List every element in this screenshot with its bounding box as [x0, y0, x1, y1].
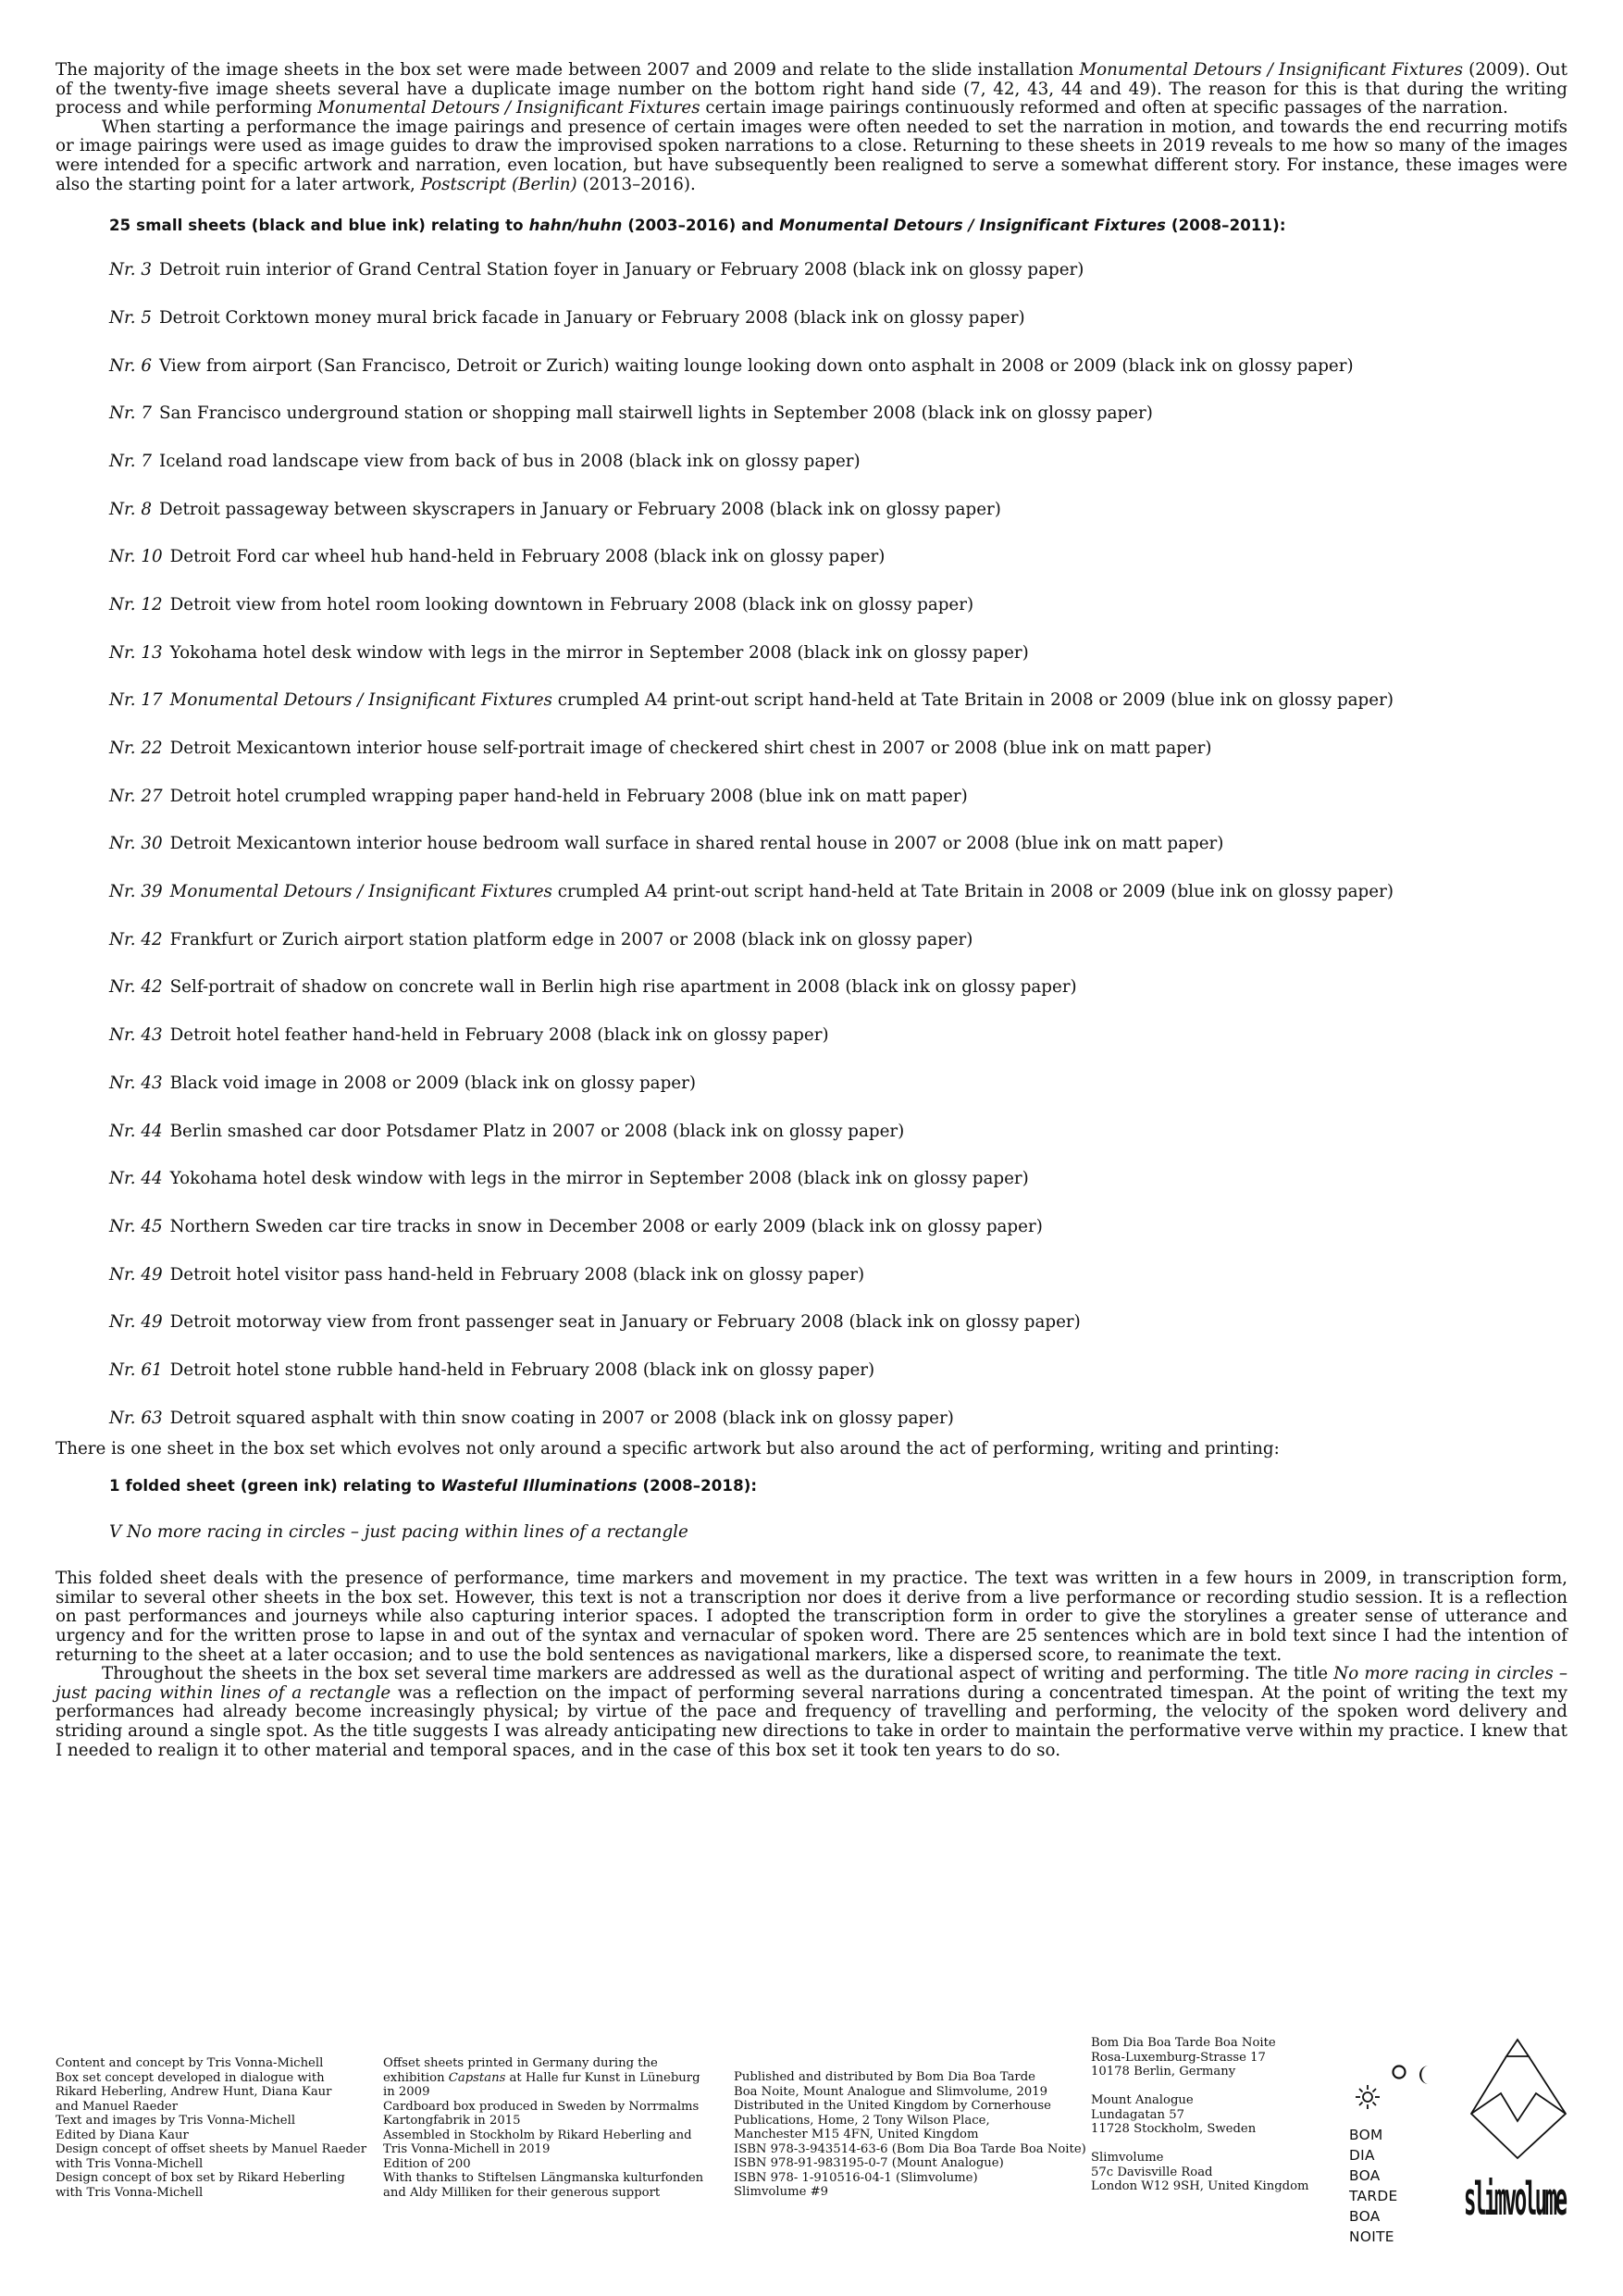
- list-item: Nr. 22 Detroit Mexicantown interior house self-portrait image of checkered shirt chest in 2007 or 2008 (blue ink on matt paper): [109, 738, 1212, 759]
- colophon-line: ISBN 978-3-943514-63-6 (Bom Dia Boa Tarde Boa Noite): [734, 2141, 1086, 2156]
- triangle-mark-icon: [1464, 2036, 1573, 2166]
- colophon-line: exhibition Capstans at Halle fur Kunst in Lüneburg: [383, 2070, 700, 2085]
- intro-paragraph-2: When starting a performance the image pairings and presence of certain images were often needed to set the narration in motion, and towards the end recurring motifs or image pairings were used as image guides to draw the improvised spoken narrations to a close. Returning to these sheets in 2019 reveals to me how so many of the images were intended for a specific artwork and narration, even location, but have subsequently been realigned to serve a somewhat different story. For instance, these images were also the starting point for a later artwork, Postscript (Berlin) (2013–2016).: [56, 117, 1567, 194]
- list-item: Nr. 45 Northern Sweden car tire tracks in snow in December 2008 or early 2009 (black ink on glossy paper): [109, 1216, 1043, 1236]
- list-item: Nr. 27 Detroit hotel crumpled wrapping paper hand-held in February 2008 (blue ink on matt paper): [109, 786, 968, 806]
- colophon-line: Boa Noite, Mount Analogue and Slimvolume, 2019: [734, 2084, 1048, 2099]
- bom-dia-boa-tarde-boa-noite-logo: [1347, 2054, 1431, 2245]
- colophon-line: Offset sheets printed in Germany during the: [383, 2056, 658, 2070]
- colophon-line: in 2009: [383, 2085, 430, 2099]
- colophon-line: Distributed in the United Kingdom by Cornerhouse: [734, 2099, 1051, 2113]
- colophon-line: ISBN 978-91-983195-0-7 (Mount Analogue): [734, 2156, 1004, 2170]
- colophon-line: and Manuel Raeder: [56, 2099, 179, 2114]
- colophon-line: Design concept of box set by Rikard Heberling: [56, 2171, 345, 2185]
- bdbt-wordmark: BOM DIA BOA TARDE BOA NOITE: [1349, 2127, 1398, 2245]
- colophon-line: Mount Analogue: [1091, 2093, 1194, 2107]
- list-item: Nr. 10 Detroit Ford car wheel hub hand-held in February 2008 (black ink on glossy paper): [109, 547, 886, 567]
- list-item: Nr. 39 Monumental Detours / Insignificant Fixtures crumpled A4 print-out script hand-held at Tate Britain in 2008 or 2009 (blue ink on glossy paper): [109, 882, 1394, 902]
- colophon-line: With thanks to Stiftelsen Längmanska kulturfonden: [383, 2171, 704, 2185]
- colophon-line: Publications, Home, 2 Tony Wilson Place,: [734, 2113, 990, 2128]
- list-item: Nr. 49 Detroit hotel visitor pass hand-held in February 2008 (black ink on glossy paper): [109, 1264, 865, 1285]
- intro-paragraph-1: The majority of the image sheets in the box set were made between 2007 and 2009 and relate to the slide installation Monumental Detours / Insignificant Fixtures (2009). Out of the twenty-five image sheets several have a duplicate image number on the bottom right hand side (7, 42, 43, 44 and 49). The reason for this is that during the writing process and while performing Monumental Detours / Insignificant Fixtures certain image pairings continuously reformed and often at specific passages of the narration.: [56, 60, 1567, 118]
- list-item: Nr. 42 Frankfurt or Zurich airport station platform edge in 2007 or 2008 (black ink on glossy paper): [109, 929, 973, 949]
- colophon-line: Slimvolume: [1091, 2151, 1164, 2165]
- slimvolume-logo: [1464, 2036, 1573, 2240]
- colophon-line: Rikard Heberling, Andrew Hunt, Diana Kaur: [56, 2085, 332, 2099]
- outro-paragraph-1: This folded sheet deals with the presence of performance, time markers and movement in my practice. The text was written in a few hours in 2009, in transcription form, similar to several other sheets in the box set. However, this text is not a transcription nor does it derive from a live performance or recording studio session. It is a reflection on past performances and journeys while also capturing interior spaces. I adopted the transcription form in order to give the storylines a greater sense of utterance and urgency and for the written prose to lapse in and out of the syntax and vernacular of spoken word. There are 25 sentences which are in bold text since I had the intention of returning to the sheet at a later occasion; and to use the bold sentences as navigational markers, like a dispersed score, to reanimate the text.: [56, 1569, 1567, 1665]
- colophon-line: [1091, 2137, 1309, 2152]
- outro-paragraph-2: Throughout the sheets in the box set several time markers are addressed as well as the durational aspect of writing and performing. The title No more racing in circles – just pacing within lines of a rectangle was a reflection on the impact of performing several narrations during a concentrated timespan. At the point of writing the text my performances had already become increasingly physical; by virtue of the pace and frequency of travelling and performing, the velocity of the spoken word delivery and striding around a single spot. As the title suggests I was already anticipating new directions to take in order to maintain the performative verve within my practice. I knew that I needed to realign it to other material and temporal spaces, and in the case of this box set it took ten years to do so.: [56, 1664, 1567, 1760]
- sun-icon: [1355, 2084, 1381, 2110]
- list-item: Nr. 44 Berlin smashed car door Potsdamer Platz in 2007 or 2008 (black ink on glossy paper): [109, 1121, 905, 1141]
- list-item: Nr. 3 Detroit ruin interior of Grand Central Station foyer in January or February 2008 (black ink on glossy paper): [109, 260, 1084, 280]
- list-item: Nr. 12 Detroit view from hotel room looking downtown in February 2008 (black ink on glossy paper): [109, 594, 974, 614]
- colophon-line: Published and distributed by Bom Dia Boa Tarde: [734, 2070, 1035, 2084]
- colophon-line: Design concept of offset sheets by Manuel Raeder: [56, 2142, 367, 2156]
- colophon-line: with Tris Vonna-Michell: [56, 2185, 204, 2200]
- list-item: Nr. 63 Detroit squared asphalt with thin snow coating in 2007 or 2008 (black ink on glossy paper): [109, 1408, 954, 1428]
- sheet-list: [56, 260, 1567, 1440]
- colophon-line: Cardboard box produced in Sweden by Norrmalms: [383, 2099, 700, 2114]
- moon-phases-icon: [1373, 2062, 1438, 2090]
- list-item: Nr. 43 Black void image in 2008 or 2009 (black ink on glossy paper): [109, 1073, 696, 1093]
- colophon-line: Tris Vonna-Michell in 2019: [383, 2142, 551, 2156]
- colophon: [56, 2036, 1573, 2245]
- colophon-line: Lundagatan 57: [1091, 2107, 1184, 2122]
- colophon-line: 10178 Berlin, Germany: [1091, 2065, 1236, 2079]
- bridge-sentence: There is one sheet in the box set which evolves not only around a specific artwork but also around the act of performing, writing and printing:: [56, 1438, 1280, 1458]
- colophon-line: Assembled in Stockholm by Rikard Heberling and: [383, 2128, 692, 2142]
- colophon-line: London W12 9SH, United Kingdom: [1091, 2179, 1309, 2193]
- colophon-production: [383, 2056, 703, 2200]
- list-item: Nr. 49 Detroit motorway view from front passenger seat in January or February 2008 (black ink on glossy paper): [109, 1312, 1081, 1333]
- list-item: Nr. 5 Detroit Corktown money mural brick facade in January or February 2008 (black ink on glossy paper): [109, 307, 1025, 328]
- colophon-line: Slimvolume #9: [734, 2185, 829, 2199]
- list-item: Nr. 30 Detroit Mexicantown interior house bedroom wall surface in shared rental house in 2007 or 2008 (blue ink on matt paper): [109, 834, 1224, 854]
- colophon-line: Content and concept by Tris Vonna-Michell: [56, 2056, 324, 2070]
- list-item: Nr. 42 Self-portrait of shadow on concrete wall in Berlin high rise apartment in 2008 (black ink on glossy paper): [109, 977, 1077, 998]
- list-item: Nr. 8 Detroit passageway between skyscrapers in January or February 2008 (black ink on glossy paper): [109, 499, 1001, 519]
- list-item: Nr. 17 Monumental Detours / Insignificant Fixtures crumpled A4 print-out script hand-held at Tate Britain in 2008 or 2009 (blue ink on glossy paper): [109, 690, 1394, 711]
- document-page: [56, 61, 1567, 1760]
- colophon-credits: [56, 2056, 366, 2200]
- list-item: Nr. 6 View from airport (San Francisco, Detroit or Zurich) waiting lounge looking down onto asphalt in 2008 or 2009 (black ink on glossy paper): [109, 355, 1354, 376]
- colophon-line: Edition of 200: [383, 2156, 471, 2171]
- colophon-line: Kartongfabrik in 2015: [383, 2114, 521, 2128]
- colophon-line: Edited by Diana Kaur: [56, 2128, 189, 2142]
- colophon-line: Bom Dia Boa Tarde Boa Noite: [1091, 2036, 1276, 2050]
- list-item: Nr. 44 Yokohama hotel desk window with legs in the mirror in September 2008 (black ink on glossy paper): [109, 1169, 1029, 1189]
- colophon-addresses: [1091, 2036, 1309, 2194]
- list-item: Nr. 61 Detroit hotel stone rubble hand-held in February 2008 (black ink on glossy paper): [109, 1359, 875, 1380]
- colophon-line: Box set concept developed in dialogue with: [56, 2070, 325, 2085]
- colophon-line: Rosa-Luxemburg-Strasse 17: [1091, 2050, 1266, 2065]
- colophon-line: 11728 Stockholm, Sweden: [1091, 2122, 1257, 2136]
- colophon-line: Text and images by Tris Vonna-Michell: [56, 2114, 296, 2128]
- colophon-line: with Tris Vonna-Michell: [56, 2156, 204, 2171]
- list-item: Nr. 7 San Francisco underground station or shopping mall stairwell lights in September 2008 (black ink on glossy paper): [109, 403, 1153, 424]
- list-item: Nr. 43 Detroit hotel feather hand-held in February 2008 (black ink on glossy paper): [109, 1025, 829, 1046]
- slimvolume-wordmark: slimvolume: [1464, 2175, 1566, 2227]
- section-heading-small-sheets: 25 small sheets (black and blue ink) relating to hahn/huhn (2003–2016) and Monumental Detours / Insignificant Fixtures (2008–2011):: [109, 217, 1286, 235]
- folded-sheet-title: V No more racing in circles – just pacing within lines of a rectangle: [109, 1522, 688, 1543]
- list-item: Nr. 7 Iceland road landscape view from back of bus in 2008 (black ink on glossy paper): [109, 451, 861, 471]
- list-item: Nr. 13 Yokohama hotel desk window with legs in the mirror in September 2008 (black ink on glossy paper): [109, 642, 1029, 663]
- colophon-publishing: [734, 2070, 1086, 2200]
- colophon-line: 57c Davisville Road: [1091, 2165, 1213, 2179]
- section-heading-folded-sheet: 1 folded sheet (green ink) relating to Wasteful Illuminations (2008–2018):: [109, 1477, 758, 1496]
- colophon-line: ISBN 978- 1-910516-04-1 (Slimvolume): [734, 2170, 978, 2185]
- colophon-line: and Aldy Milliken for their generous support: [383, 2185, 661, 2200]
- colophon-line: Manchester M15 4FN, United Kingdom: [734, 2128, 979, 2141]
- colophon-line: [1091, 2079, 1309, 2094]
